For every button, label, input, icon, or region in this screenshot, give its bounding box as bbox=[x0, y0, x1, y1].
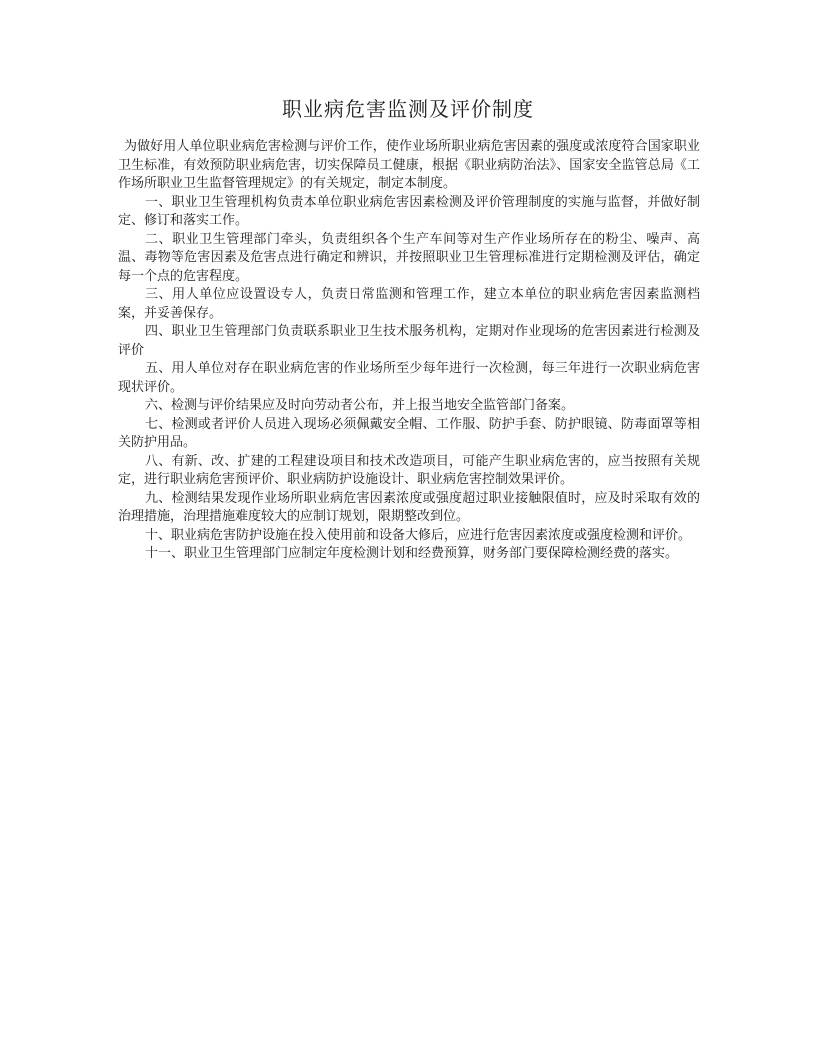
document-title: 职业病危害监测及评价制度 bbox=[282, 97, 534, 121]
clause-9: 九、检测结果发现作业场所职业病危害因素浓度或强度超过职业接触限值时，应及时采取有效的治理措施，治理措施难度较大的应制订规划，限期整改到位。 bbox=[118, 490, 700, 524]
clause-11: 十一、职业卫生管理部门应制定年度检测计划和经费预算，财务部门要保障检测经费的落实。 bbox=[145, 546, 679, 561]
clause-8: 八、有新、改、扩建的工程建设项目和技术改造项目，可能产生职业病危害的，应当按照有关规定，进行职业病危害预评价、职业病防护设施设计、职业病危害控制效果评价。 bbox=[118, 453, 700, 487]
clause-6: 六、检测与评价结果应及时向劳动者公布，并上报当地安全监管部门备案。 bbox=[145, 398, 575, 413]
document-body bbox=[118, 138, 700, 564]
intro-paragraph: 为做好用人单位职业病危害检测与评价工作，使作业场所职业病危害因素的强度或浓度符合国家职业卫生标准，有效预防职业病危害，切实保障员工健康，根据《职业病防治法》、国家安全监管总局《工作场所职业卫生监督管理规定》的有关规定，制定本制度。 bbox=[118, 139, 700, 191]
clause-5: 五、用人单位对存在职业病危害的作业场所至少每年进行一次检测，每三年进行一次职业病危害现状评价。 bbox=[118, 361, 700, 395]
clause-3: 三、用人单位应设置设专人，负责日常监测和管理工作，建立本单位的职业病危害因素监测档案，并妥善保存。 bbox=[118, 287, 700, 321]
clause-10: 十、职业病危害防护设施在投入使用前和设备大修后，应进行危害因素浓度或强度检测和评价。 bbox=[145, 527, 692, 543]
clause-4: 四、职业卫生管理部门负责联系职业卫生技术服务机构，定期对作业现场的危害因素进行检测及评价 bbox=[118, 324, 700, 358]
clause-2: 二、职业卫生管理部门牵头，负责组织各个生产车间等对生产作业场所存在的粉尘、噪声、高温、毒物等危害因素及危害点进行确定和辨识，并按照职业卫生管理标准进行定期检测及评估，确定每一个点的危害程度。 bbox=[118, 231, 700, 284]
clause-7: 七、检测或者评价人员进入现场必须佩戴安全帽、工作服、防护手套、防护眼镜、防毒面罩等相关防护用品。 bbox=[118, 416, 700, 450]
clause-1: 一、职业卫生管理机构负责本单位职业病危害因素检测及评价管理制度的实施与监督，并做好制定、修订和落实工作。 bbox=[118, 194, 700, 228]
